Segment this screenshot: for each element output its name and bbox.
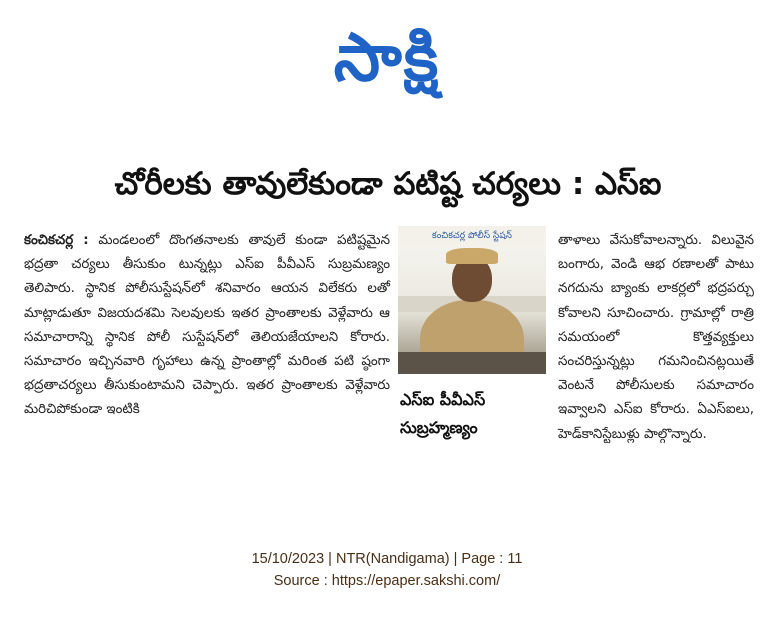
officer-cap-icon bbox=[446, 248, 498, 264]
article-headline: చోరీలకు తావులేకుండా పటిష్ట చర్యలు : ఎస్ఐ bbox=[114, 166, 662, 202]
masthead-logo: సాక్షి bbox=[333, 19, 441, 96]
article-dateline: కంచికచర్ల : bbox=[24, 233, 89, 248]
photo-station-sign: కంచికచర్ల పోలీస్ స్టేషన్ bbox=[398, 226, 546, 246]
article-column-right: తాళాలు వేసుకోవాలన్నారు. విలువైన బంగారు, వెండి ఆభ రణాలతో పాటు నగదును బ్యాంకు లాకర్లలో భద్రపర్చు కోవాలని సూచించారు. గ్రామాల్లో రాత్రి సమయంలో కొత్తవ్యక్తులు సంచరిస్తున్నట్లు గమనించినట్లయితే వెంటనే పోలీసులకు సమాచారం ఇవ్వాలని ఎస్ఐ కోరారు. ఏఎస్ఐలు, హెడ్‌కానిస్టేబుళ్లు పాల్గొన్నారు. bbox=[558, 233, 754, 442]
officer-photo bbox=[398, 226, 546, 374]
edition-info: 15/10/2023 | NTR(Nandigama) | Page : 11 bbox=[251, 551, 523, 567]
article-body-left: మండలంలో దొంగతనాలకు తావులే కుండా పటిష్టమైన భద్రతా చర్యలు తీసుకుం టున్నట్లు ఎస్ఐ పీవీఎస్ సుబ్రమణ్యం తెలిపారు. స్థానిక పోలీసుస్టేషన్‌లో శనివారం ఆయన విలేకరు లతో మాట్లాడుతూ విజయదశమి సెలవులకు ఇతర ప్రాంతాలకు వెళ్లేవారు ఆ సమాచారాన్ని స్థానిక పోలీ సుస్టేషన్‌లో తెలియజేయాలని కోరారు. సమాచారం ఇచ్చినవారి గృహాలు ఉన్న ప్రాంతాల్లో మరింత పటి ష్ఠంగా భద్రతాచర్యలు తీసుకుంటామని చెప్పారు. ఇతర ప్రాంతాలకు వెళ్లేవారు మరిచిపోకుండా ఇంటికి bbox=[24, 233, 390, 418]
news-clipping bbox=[22, 150, 754, 500]
photo-caption: ఎస్ఐ పీవీఎస్ సుబ్రహ్మణ్యం bbox=[400, 390, 486, 437]
article-column-left bbox=[24, 229, 390, 423]
source-link: Source : https://epaper.sakshi.com/ bbox=[273, 573, 501, 589]
